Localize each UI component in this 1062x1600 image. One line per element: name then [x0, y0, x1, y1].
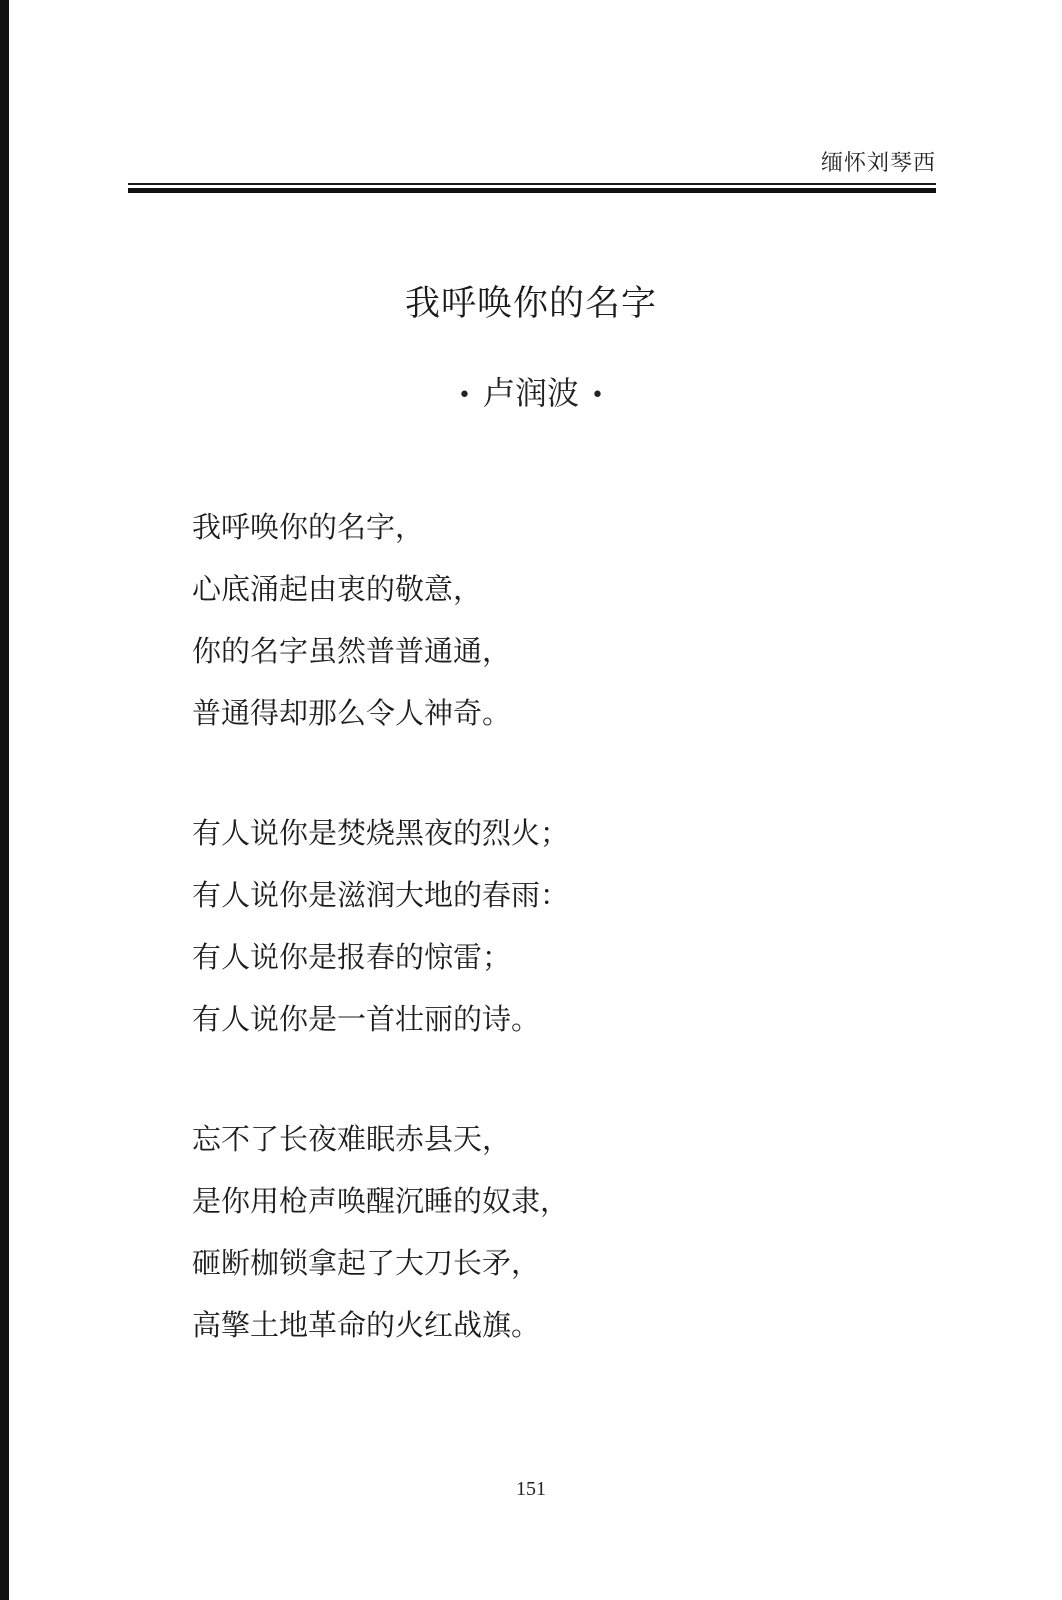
poem-line: 高擎土地革命的火红战旗。: [192, 1308, 541, 1342]
stanza-1: [192, 496, 932, 744]
author-line: [0, 373, 1062, 416]
page-number: 151: [516, 1478, 546, 1500]
poem-line: 普通得却那么令人神奇。: [192, 696, 512, 730]
poem-line: 你的名字虽然普普通通，: [192, 634, 512, 668]
page-edge-shadow: [0, 0, 9, 1600]
running-header: 缅怀刘琴西: [820, 151, 936, 176]
poem-body: [192, 496, 932, 1414]
poem-line: 有人说你是报春的惊雷；: [192, 940, 512, 974]
poem-line: 砸断枷锁拿起了大刀长矛，: [192, 1246, 541, 1280]
poem-line: 有人说你是焚烧黑夜的烈火；: [192, 816, 570, 850]
author-bullet-left: •: [458, 382, 471, 408]
poem-line: 有人说你是滋润大地的春雨：: [192, 878, 570, 912]
author-bullet-right: •: [591, 382, 604, 408]
poem-title: 我呼唤你的名字: [404, 284, 657, 324]
poem-line: 我呼唤你的名字，: [192, 510, 425, 544]
poem-line: 忘不了长夜难眠赤县天，: [192, 1122, 512, 1156]
poem-line: 有人说你是一首壮丽的诗。: [192, 1002, 541, 1036]
header-rule-thin: [128, 183, 936, 185]
stanza-2: [192, 802, 932, 1050]
poem-line: 是你用枪声唤醒沉睡的奴隶，: [192, 1184, 570, 1218]
author-name: 卢润波: [482, 374, 579, 412]
header-rule-thick: [128, 188, 936, 193]
stanza-3: [192, 1108, 932, 1356]
poem-line: 心底涌起由衷的敬意，: [192, 572, 483, 606]
